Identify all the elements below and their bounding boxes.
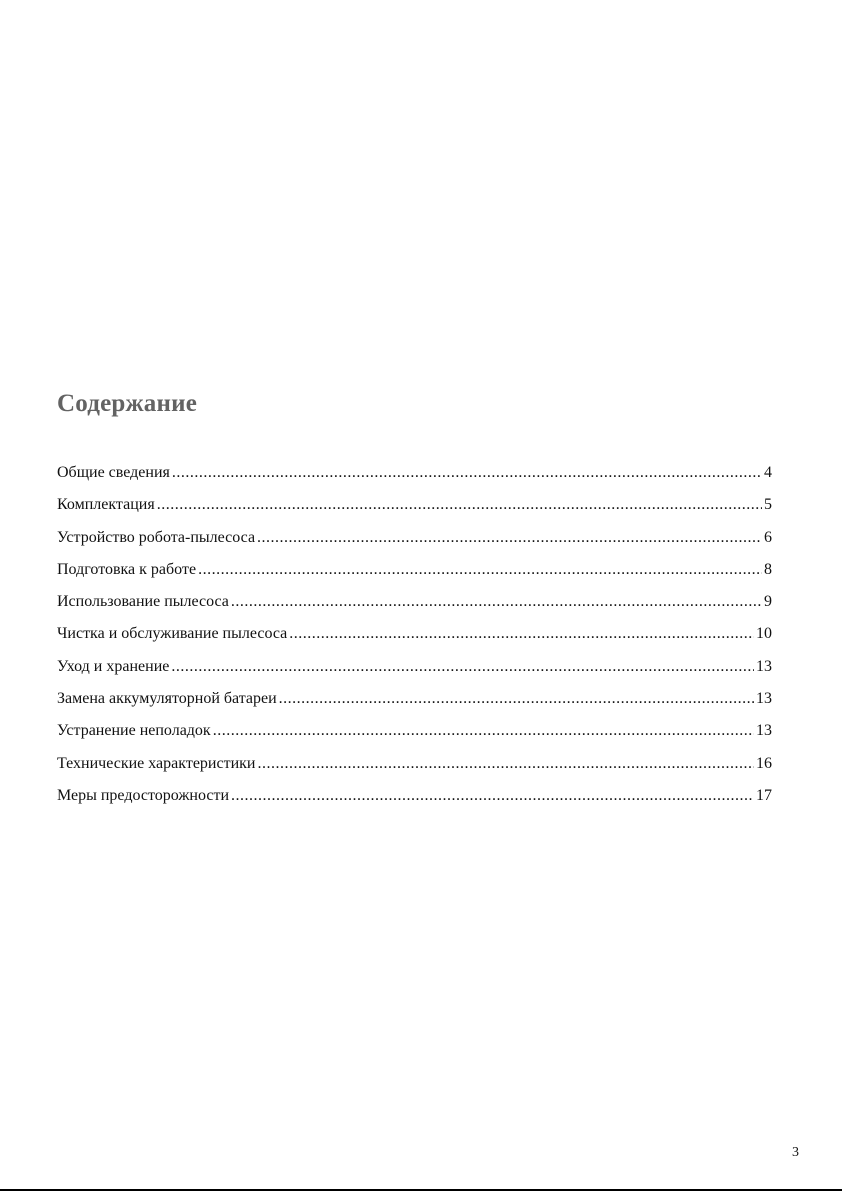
toc-entry-label: Технические характеристики xyxy=(57,754,256,772)
toc-entry-label: Меры предосторожности xyxy=(57,786,230,804)
toc-entry-page: 6 xyxy=(764,528,772,546)
toc-entry-page: 13 xyxy=(756,690,772,708)
toc-dot-leader xyxy=(289,621,754,647)
toc-dot-leader xyxy=(171,654,754,680)
toc-entry-label: Чистка и обслуживание пылесоса xyxy=(57,625,288,643)
toc-entry-label: Замена аккумуляторной батареи xyxy=(57,690,277,708)
toc-entry-label: Комплектация xyxy=(57,496,155,514)
toc-entry-label: Подготовка к работе xyxy=(57,560,197,578)
toc-entry-page: 8 xyxy=(764,560,772,578)
toc-entry-label: Уход и хранение xyxy=(57,657,170,675)
page-number: 3 xyxy=(792,1145,799,1160)
toc-entry[interactable] xyxy=(57,686,772,718)
toc-entry-page: 13 xyxy=(756,722,772,740)
table-of-contents xyxy=(57,460,772,815)
toc-entry-page: 16 xyxy=(756,754,772,772)
toc-entry-page: 10 xyxy=(756,625,772,643)
toc-entry-page: 13 xyxy=(756,657,772,675)
toc-dot-leader xyxy=(257,751,754,777)
toc-entry[interactable] xyxy=(57,589,772,621)
toc-entry[interactable] xyxy=(57,621,772,653)
toc-entry-page: 17 xyxy=(756,786,772,804)
toc-entry[interactable] xyxy=(57,751,772,783)
toc-dot-leader xyxy=(157,492,762,518)
toc-entry-label: Общие сведения xyxy=(57,464,170,481)
toc-entry[interactable] xyxy=(57,492,772,524)
toc-entry[interactable] xyxy=(57,654,772,686)
toc-entry[interactable] xyxy=(57,718,772,750)
toc-entry-page: 9 xyxy=(764,593,772,611)
toc-dot-leader xyxy=(257,525,762,551)
toc-entry[interactable] xyxy=(57,525,772,557)
toc-dot-leader xyxy=(213,718,754,744)
toc-entry-label: Устранение неполадок xyxy=(57,722,211,740)
toc-entry[interactable] xyxy=(57,460,772,492)
toc-entry-page: 5 xyxy=(764,496,772,514)
bottom-rule xyxy=(0,1189,842,1191)
toc-dot-leader xyxy=(279,686,754,712)
toc-dot-leader xyxy=(231,783,754,809)
toc-dot-leader xyxy=(198,557,762,583)
toc-entry[interactable] xyxy=(57,783,772,815)
toc-entry-label: Устройство робота-пылесоса xyxy=(57,528,256,546)
toc-dot-leader xyxy=(231,589,762,615)
toc-entry-page: 4 xyxy=(764,464,772,481)
toc-title: Содержание xyxy=(57,390,198,417)
toc-entry[interactable] xyxy=(57,557,772,589)
toc-entry-label: Использование пылесоса xyxy=(57,593,229,611)
toc-dot-leader xyxy=(172,460,762,486)
